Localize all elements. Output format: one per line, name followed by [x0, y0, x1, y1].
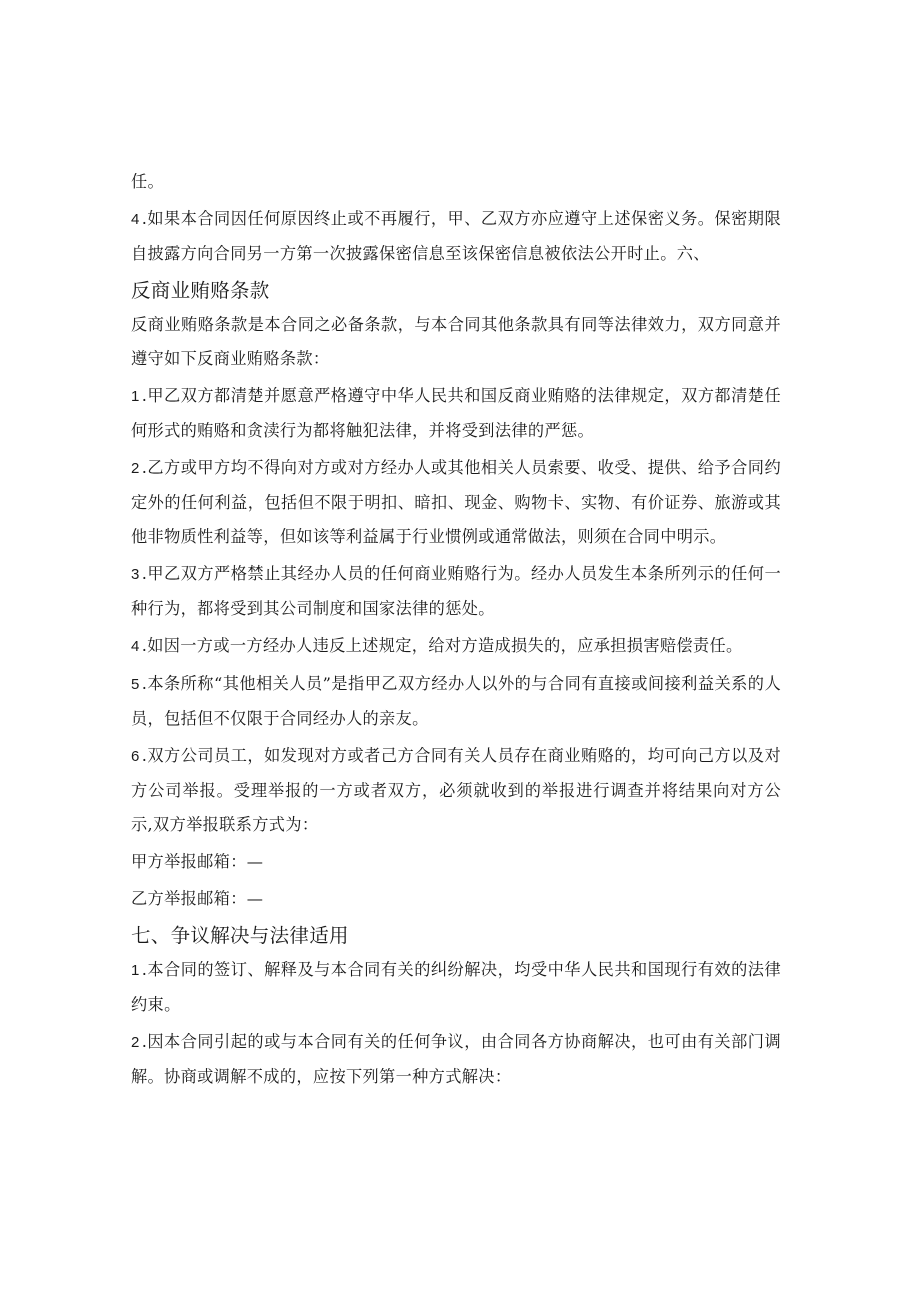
- section-heading-anti-bribery: 反商业贿赂条款: [131, 279, 270, 302]
- party-b-report-email: 乙方举报邮箱：—: [131, 889, 264, 908]
- anti-bribery-item-1: 1 .甲乙双方都清楚并愿意严格遵守中华人民共和国反商业贿赂的法律规定，双方都清楚任何形式的贿赂和贪渎行为都将触犯法律，并将受到法律的严惩。: [131, 386, 781, 440]
- anti-bribery-item-3: 3 .甲乙双方严格禁止其经办人员的任何商业贿赂行为。经办人员发生本条所列示的任何一种行为，都将受到其公司制度和国家法律的惩处。: [131, 564, 781, 618]
- paragraph-continuation: 任。: [131, 172, 165, 191]
- anti-bribery-item-4: 4 .如因一方或一方经办人违反上述规定，给对方造成损失的，应承担损害赔偿责任。: [131, 636, 743, 655]
- confidentiality-item-4: 4 .如果本合同因任何原因终止或不再履行，甲、乙双方亦应遵守上述保密义务。保密期限自披露方向合同另一方第一次披露保密信息至该保密信息被依法公开时止。六、: [131, 209, 781, 263]
- dispute-item-1: 1 .本合同的签订、解释及与本合同有关的纠纷解决，均受中华人民共和国现行有效的法律约束。: [131, 960, 781, 1014]
- anti-bribery-item-2: 2 .乙方或甲方均不得向对方或对方经办人或其他相关人员索要、收受、提供、给予合同约定外的任何利益，包括但不限于明扣、暗扣、现金、购物卡、实物、有价证券、旅游或其他非物质性利益等，但如该等利益属于行业惯例或通常做法，则须在合同中明示。: [131, 458, 781, 546]
- section-heading-dispute-resolution: 七、争议解决与法律适用: [131, 924, 349, 947]
- dispute-item-2: 2 .因本合同引起的或与本合同有关的任何争议，由合同各方协商解决，也可由有关部门调解。协商或调解不成的，应按下列第一种方式解决：: [131, 1032, 781, 1086]
- anti-bribery-intro: 反商业贿赂条款是本合同之必备条款，与本合同其他条款具有同等法律效力，双方同意并遵守如下反商业贿赂条款：: [131, 315, 781, 368]
- party-a-report-email: 甲方举报邮箱：—: [131, 852, 264, 871]
- anti-bribery-item-6: 6 .双方公司员工，如发现对方或者己方合同有关人员存在商业贿赂的，均可向己方以及对方公司举报。受理举报的一方或者双方，必须就收到的举报进行调查并将结果向对方公示,双方举报联系方式为：: [131, 746, 781, 834]
- anti-bribery-item-5: 5 .本条所称“其他相关人员”是指甲乙双方经办人以外的与合同有直接或间接利益关系的人员，包括但不仅限于合同经办人的亲友。: [131, 674, 781, 728]
- document-page: [131, 165, 781, 1097]
